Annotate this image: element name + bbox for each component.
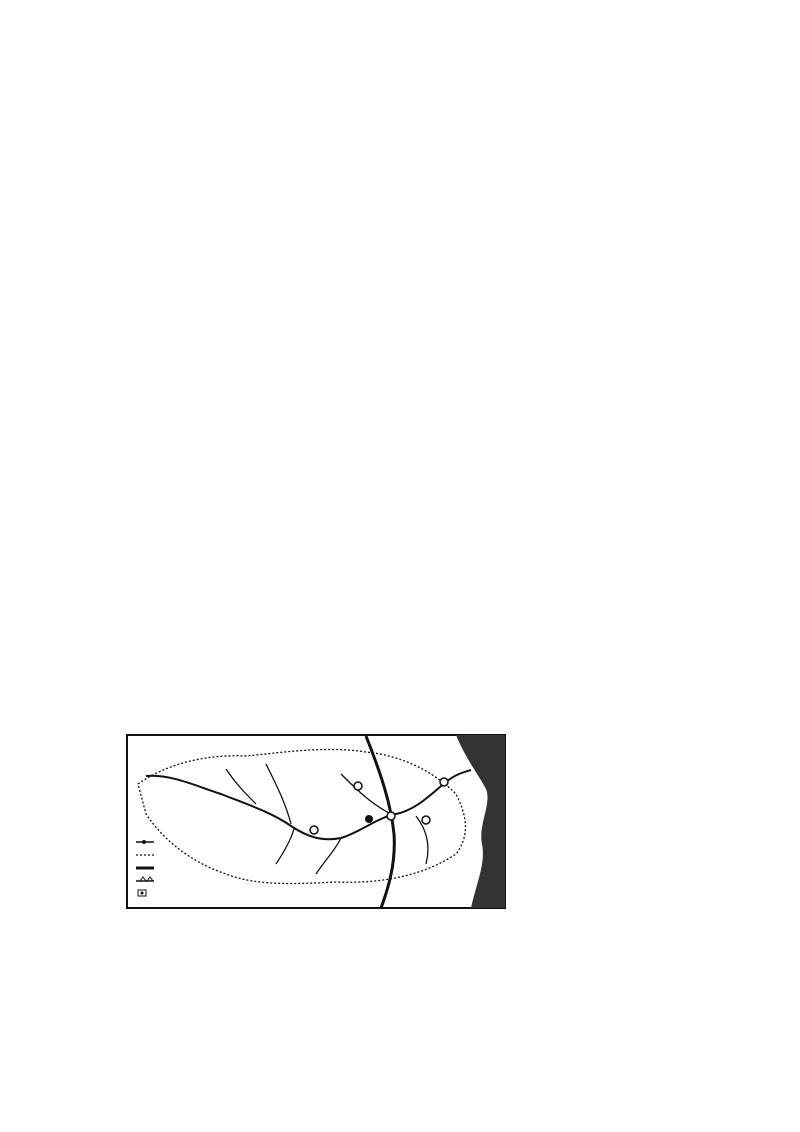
wuhan-climate-chart [520, 762, 700, 912]
yangtze-basin-map [126, 734, 506, 909]
precip-charts [0, 0, 800, 260]
